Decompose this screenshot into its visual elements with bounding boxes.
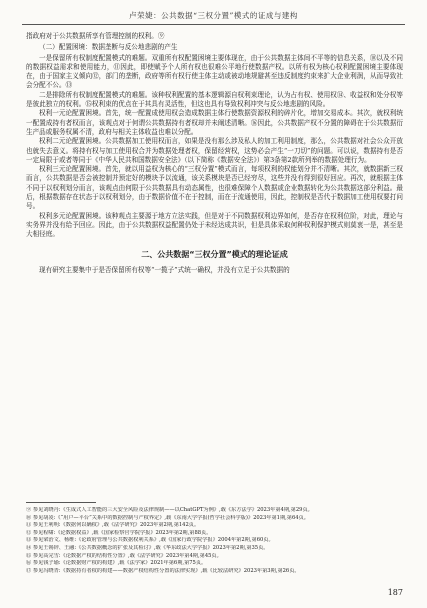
paragraph: 权利三元论配置困境。首先，就以用益权为核心的“三权分置”模式而言，每项权利的权能划分并不清晰。其次，就数据新三权而言，公共数据是否会被控制并预定好的模块予以流通，该关系模块是否已经穷尽，这些并没有得到很好回应。再次，就根据主体不同于以权利划分而言，该观点由何限于公共数据具有动态属性，也很难保障个人数据或企业数据转化为公共数据这部分利益。最后，根据数据存在状态于以权利划分，由于数据价值不在于控制，而在于流通使用，因此，控制权是否代于数据加工使用权要打问号。 bbox=[26, 165, 403, 211]
footnote: ⑰ 参见冯晓青:《数据持有者权的构建——数据产权结构性分置的法律实现》,载《比较法研究》2023年第3期,第26页。 bbox=[26, 567, 300, 574]
subsection-heading: （二）配置困境：数据垄断与反公地悲剧的产生 bbox=[39, 43, 178, 52]
paragraph: 权利二元论配置困境。公共数据加工使用权而言，如果是没有那么涉及私人的加工利用制度，那么，公共数据对社会公众开放也就失去意义。将持有权与加工使用权合并为数据处理者权，保留经营权，这势必会产生“一刀切”的问题。可以说，数据持有是否一定局限于或者等同于《中华人民共和国数据安全法》（以下简称《数据安全法》）第3条第2款所列举的数据处理行为。 bbox=[26, 137, 403, 164]
paragraph: 权利多元论配置困境。该种观点主要源于地方立法实践，但是对于不同数据权利边界如何，是否存在权利位阶，对此，理论与实务界并没有给予回应。因此，由于公共数据权益配置仍处于未经达成共识，但是具体采取何种权利保护模式则莫衷一是，甚至是大相径庭。 bbox=[26, 211, 403, 239]
paragraph: 一是保留所有权制度配置模式的难题。双重所有权配置困境主要体现在，由于公共数据主体间不平等的信息关系，⑩以及不同的数据权益需求和使用能力，⑪因此，即使赋予个人所有权也很难公平地行使数据产权。以所有权为核心权利配置困境主要体现在，由于国家主义倾向⑫，部门的垄断，政府等所有权行使主体主动或被动地规避甚至违反制度约束来扩大企业利润，从而导致社会分配不公。⑬ bbox=[26, 53, 403, 90]
footnotes bbox=[26, 507, 403, 575]
header-rule bbox=[22, 24, 405, 25]
paragraph: 现有研究主要集中于是否保留所有权等“一揽子”式统一确权，并没有立足于公共数据的 bbox=[39, 265, 290, 274]
footnote: ⑨ 参见刘晓丹:《生成式人工智能的三大安全风险及法律规制——以ChatGPT为例》,载《东方法学》2023年第4期,第29页。 bbox=[26, 507, 313, 513]
running-header: 卢荣婕：公共数据“三权分置”模式的证成与建构 bbox=[129, 11, 298, 20]
section-title: 二、公共数据“三权分置”模式的理论证成 bbox=[141, 249, 288, 259]
footnote: ⑩ 参见胡凌:《“用户—平台”关系中的数据控制与产权界定》,载《东南大学学报(哲学社会科学版)》2023年第1期,第64页。 bbox=[26, 514, 309, 521]
footnote: ⑫ 参见程啸:《论数据权益》,载《国家检察官学院学报》2023年第2期,第88页。 bbox=[26, 529, 212, 536]
footnote-rule bbox=[26, 502, 96, 503]
paragraph: 权利一元论配置困境。首先，统一配置成使用权会造成数据主体行使数据资源权利的碎片化，增加交易成本。其次，就权利统一配置成持有者权而言，该观点对于何谓公共数据持有者权却并未阐述清晰。⑯因此，公共数据产权不分置的障碍在于公共数据衍生产品或服务权属不清，政府与相关主体收益也难以分配。 bbox=[26, 109, 403, 136]
footnote: ⑪ 参见王利明:《数据何以确权》,载《法学研究》2023年第2期,第142页。 bbox=[26, 522, 200, 529]
paragraph-continuation: 指政府对于公共数据所享有管理控制的权利。⑨ bbox=[26, 32, 165, 40]
footnote: ⑬ 参见梁治文、杨维:《论政府管理与公共数据权利关系》,载《国家行政学院学报》2004年第2期,第60页。 bbox=[26, 537, 274, 544]
footnote: ⑯ 参见钱子瑜:《论数据财产权的构建》,载《法学家》2021年第6期,第75页。 bbox=[26, 560, 207, 567]
footnote: ⑮ 参见高完雪:《论数据产权的结构性分置》,载《法学研究》2023年第4期,第45页。 bbox=[26, 552, 222, 559]
body-text bbox=[26, 32, 403, 275]
footnote: ⑭ 参见王锡锌、王融:《公共数据概念的扩张及其检讨》,载《华东政法大学学报》2023年第2期,第35页。 bbox=[26, 544, 269, 551]
paragraph: 二是排除所有权制度配置模式的难题。该种权利配置的基本逻辑源自权利束理论，认为占有权、使用权⑭、收益权和处分权等是彼此独立的权利。⑮权利束的优点在于其具有灵活性，但这也具有导致权利冲突与反公地悲剧的风险。 bbox=[26, 90, 403, 109]
page-number: 187 bbox=[387, 588, 403, 597]
